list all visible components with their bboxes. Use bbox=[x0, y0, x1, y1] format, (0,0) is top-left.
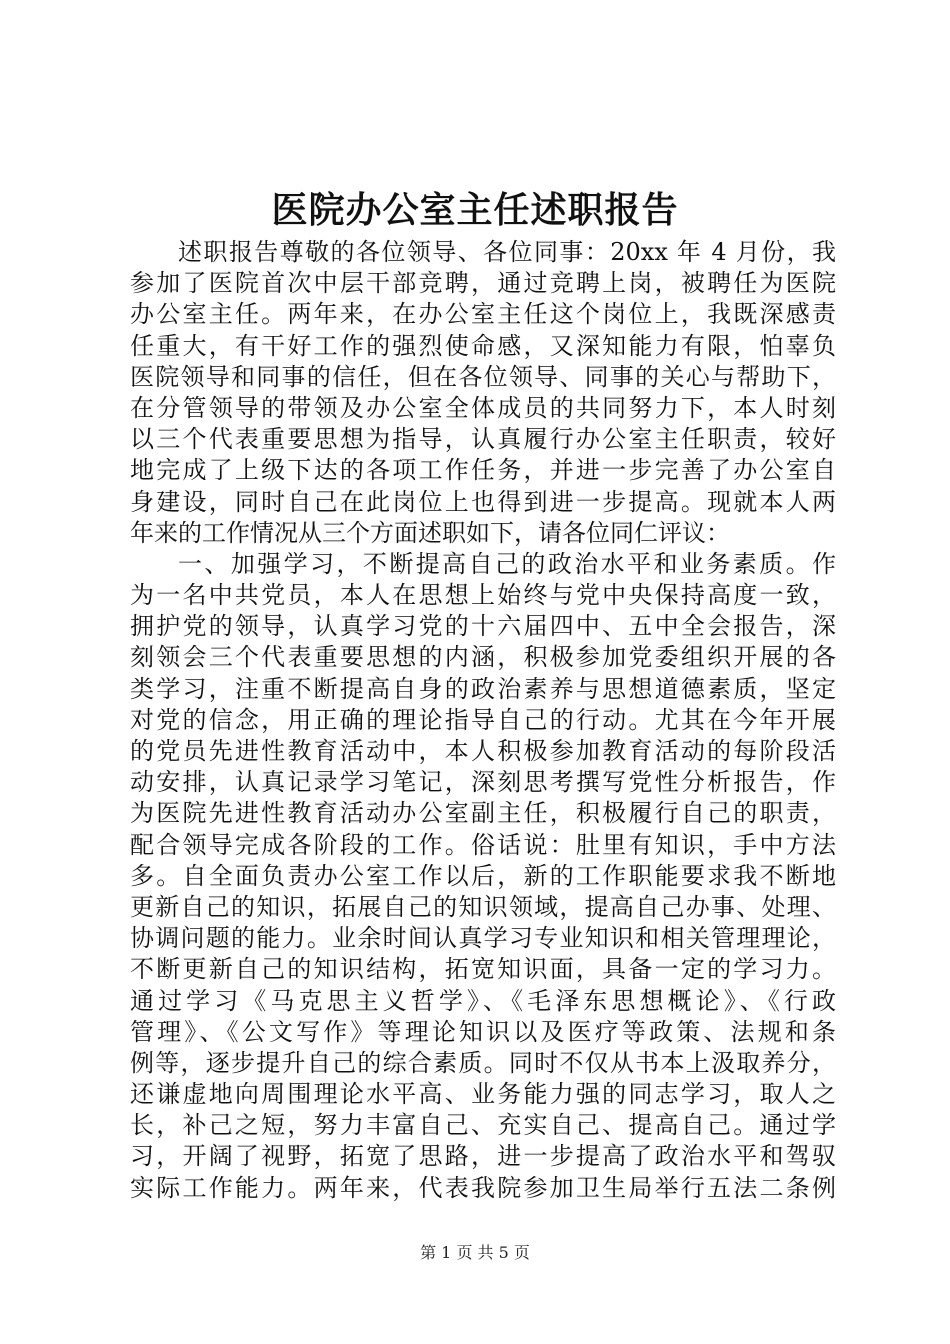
text-line: 例等，逐步提升自己的综合素质。同时不仅从书本上汲取养分， bbox=[130, 1048, 836, 1077]
text-line: 类学习，注重不断提高自身的政治素养与思想道德素质，坚定 bbox=[130, 674, 836, 703]
text-line: 为医院先进性教育活动办公室副主任，积极履行自己的职责， bbox=[130, 799, 836, 828]
text-line: 长，补己之短，努力丰富自己、充实自己、提高自己。通过学 bbox=[130, 1111, 836, 1140]
text-line: 配合领导完成各阶段的工作。俗话说：肚里有知识，手中方法 bbox=[130, 830, 836, 859]
text-line: 述职报告尊敬的各位领导、各位同事：20xx 年 4 月份，我 bbox=[178, 238, 836, 266]
text-line: 年来的工作情况从三个方面述职如下，请各位同仁评议： bbox=[130, 518, 730, 547]
text-line: 以三个代表重要思想为指导，认真履行办公室主任职责，较好 bbox=[130, 425, 836, 454]
text-line: 在分管领导的带领及办公室全体成员的共同努力下，本人时刻 bbox=[130, 393, 836, 422]
text-line: 实际工作能力。两年来，代表我院参加卫生局举行五法二条例 bbox=[130, 1173, 836, 1202]
text-line: 更新自己的知识，拓展自己的知识领域，提高自己办事、处理、 bbox=[130, 892, 836, 921]
text-line: 不断更新自己的知识结构，拓宽知识面，具备一定的学习力。 bbox=[130, 955, 836, 984]
text-line: 管理》、《公文写作》等理论知识以及医疗等政策、法规和条 bbox=[130, 1017, 836, 1046]
text-line: 办公室主任。两年来，在办公室主任这个岗位上，我既深感责 bbox=[130, 300, 836, 329]
text-line: 拥护党的领导，认真学习党的十六届四中、五中全会报告，深 bbox=[130, 612, 836, 641]
text-line: 协调问题的能力。业余时间认真学习专业知识和相关管理理论， bbox=[130, 924, 836, 953]
document-title: 医院办公室主任述职报告 bbox=[271, 189, 679, 231]
text-line: 动安排，认真记录学习笔记，深刻思考撰写党性分析报告，作 bbox=[130, 768, 836, 797]
text-line: 的党员先进性教育活动中，本人积极参加教育活动的每阶段活 bbox=[130, 737, 836, 765]
text-line: 通过学习《马克思主义哲学》、《毛泽东思想概论》、《行政 bbox=[130, 986, 836, 1015]
text-line: 参加了医院首次中层干部竞聘，通过竞聘上岗，被聘任为医院 bbox=[130, 269, 836, 298]
text-line: 身建设，同时自己在此岗位上也得到进一步提高。现就本人两 bbox=[130, 487, 836, 516]
page-number: 第 1 页 共 5 页 bbox=[420, 1243, 530, 1262]
paragraph-intro bbox=[130, 237, 836, 549]
text-line: 医院领导和同事的信任，但在各位领导、同事的关心与帮助下， bbox=[130, 362, 836, 391]
text-line: 刻领会三个代表重要思想的内涵，积极参加党委组织开展的各 bbox=[130, 643, 836, 672]
text-line: 地完成了上级下达的各项工作任务，并进一步完善了办公室自 bbox=[130, 456, 836, 485]
paragraph-section-one bbox=[130, 549, 836, 1204]
document-body bbox=[130, 237, 836, 1204]
text-line: 一、加强学习，不断提高自己的政治水平和业务素质。作 bbox=[178, 549, 836, 578]
text-line: 任重大，有干好工作的强烈使命感，又深知能力有限，怕辜负 bbox=[130, 331, 836, 360]
text-line: 还谦虚地向周围理论水平高、业务能力强的同志学习，取人之 bbox=[130, 1080, 836, 1109]
text-line: 为一名中共党员，本人在思想上始终与党中央保持高度一致， bbox=[130, 581, 836, 610]
text-line: 多。自全面负责办公室工作以后，新的工作职能要求我不断地 bbox=[130, 861, 836, 890]
text-line: 对党的信念，用正确的理论指导自己的行动。尤其在今年开展 bbox=[130, 705, 836, 734]
text-line: 习，开阔了视野，拓宽了思路，进一步提高了政治水平和驾驭 bbox=[130, 1142, 836, 1171]
